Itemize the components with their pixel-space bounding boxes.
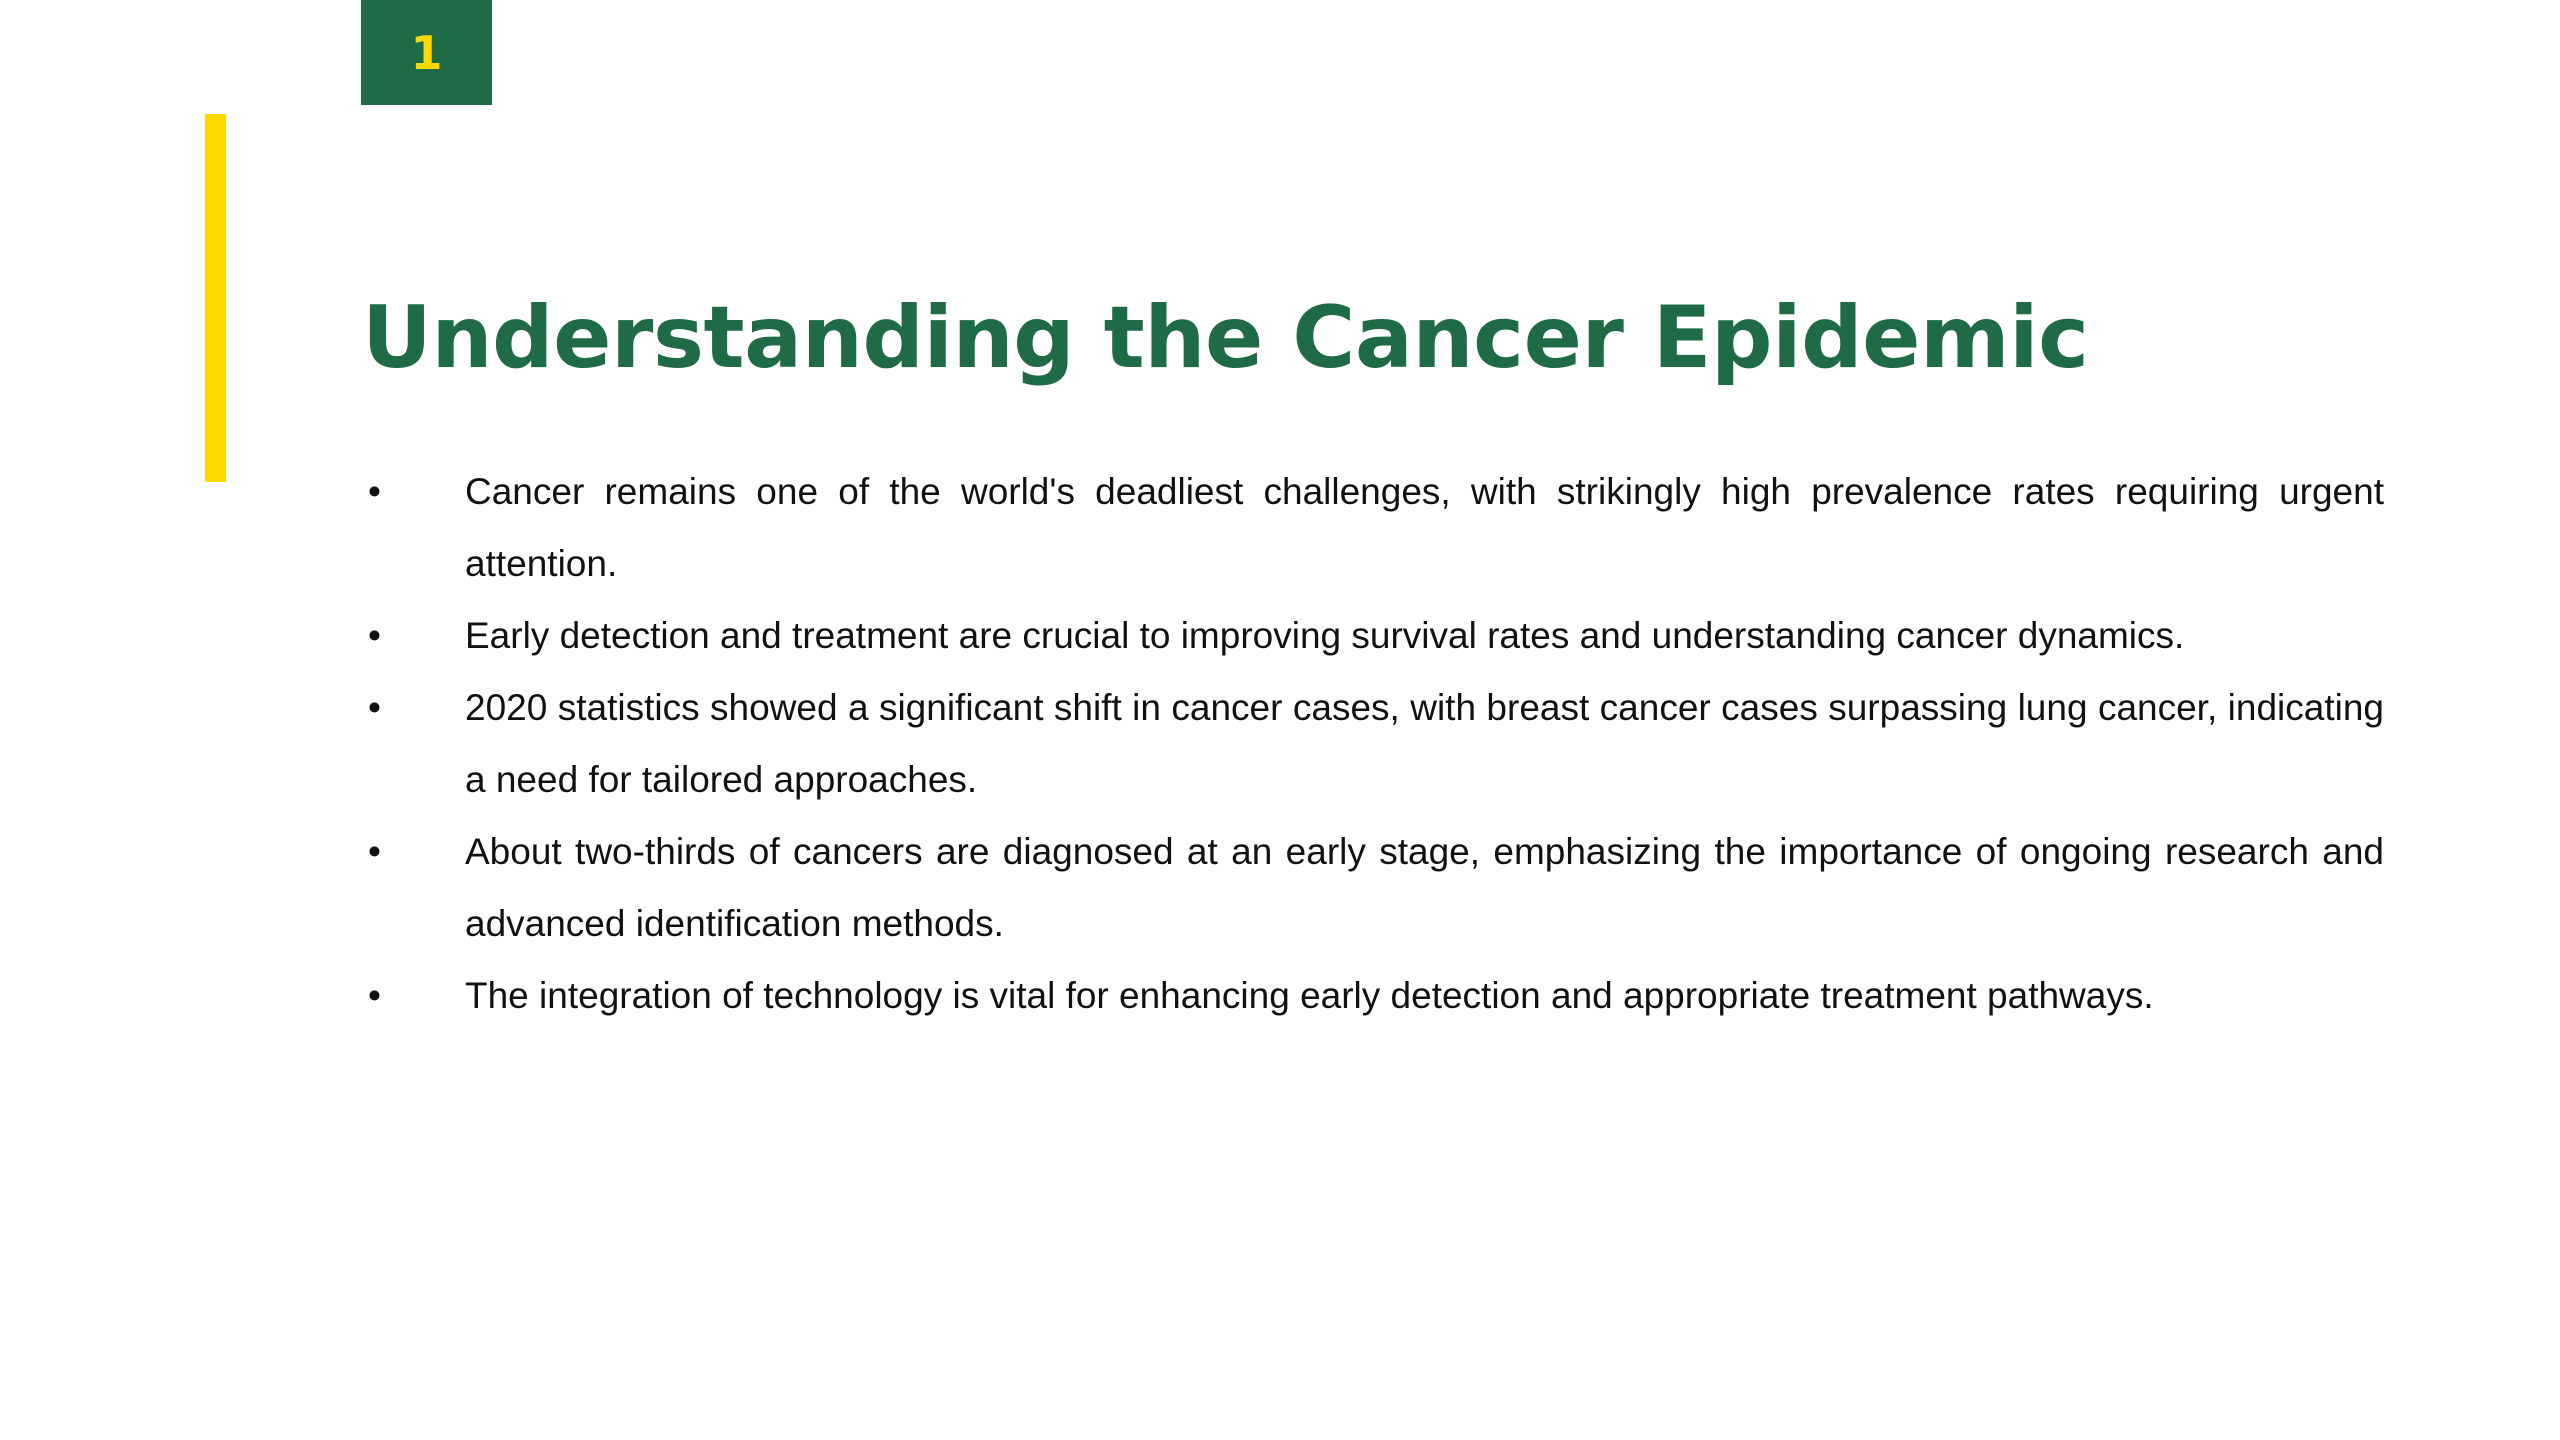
bullet-icon: • bbox=[368, 615, 381, 656]
bullet-text: About two-thirds of cancers are diagnosed at an early stage, emphasizing the importance of ongoing research and advanced identification methods. bbox=[465, 831, 2384, 944]
bullet-item bbox=[362, 816, 2384, 960]
bullet-item bbox=[362, 960, 2384, 1032]
bullet-text: 2020 statistics showed a significant shift in cancer cases, with breast cancer cases surpassing lung cancer, indicating a need for tailored approaches. bbox=[465, 687, 2384, 800]
bullet-item bbox=[362, 600, 2384, 672]
bullet-icon: • bbox=[368, 471, 381, 512]
bullet-text: Early detection and treatment are crucial to improving survival rates and understanding cancer dynamics. bbox=[465, 615, 2185, 656]
slide-number: 1 bbox=[410, 25, 443, 80]
slide-title: Understanding the Cancer Epidemic bbox=[362, 288, 2089, 388]
bullet-icon: • bbox=[368, 831, 381, 872]
slide-number-badge bbox=[361, 0, 492, 105]
bullet-icon: • bbox=[368, 975, 381, 1016]
bullet-text: The integration of technology is vital for enhancing early detection and appropriate treatment pathways. bbox=[465, 975, 2154, 1016]
bullet-item bbox=[362, 672, 2384, 816]
bullet-item bbox=[362, 456, 2384, 600]
bullet-text: Cancer remains one of the world's deadliest challenges, with strikingly high prevalence rates requiring urgent attention. bbox=[465, 471, 2384, 584]
bullet-list bbox=[362, 456, 2384, 1032]
bullet-icon: • bbox=[368, 687, 381, 728]
accent-bar bbox=[205, 114, 226, 482]
